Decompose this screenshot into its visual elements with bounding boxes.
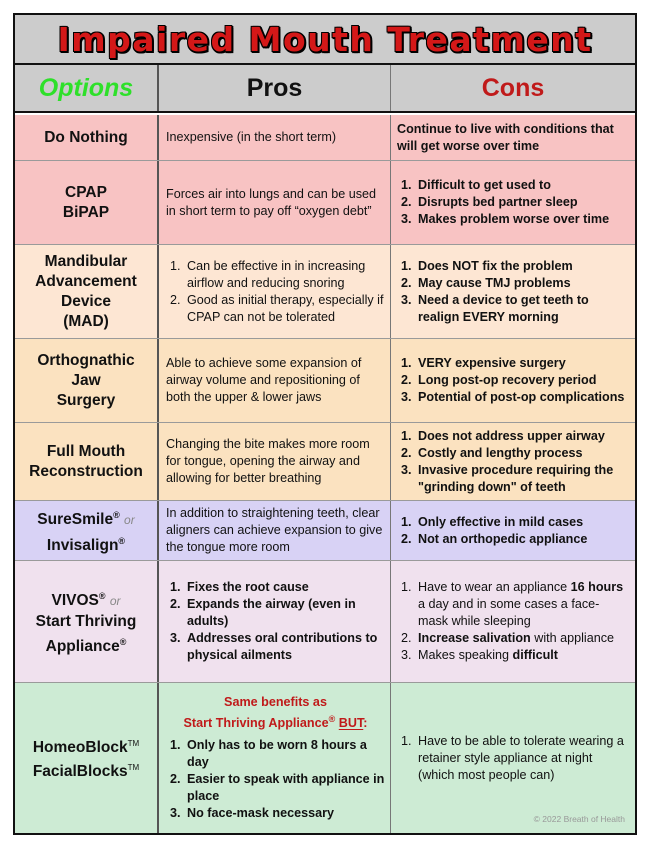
list-item: 1. VERY expensive surgery [415,355,624,372]
cons-homeoblock [391,683,635,833]
list-item: 3. Need a device to get teeth to realign EVERY morning [415,292,629,326]
list-item: 2. Easier to speak with appliance in place [184,771,385,805]
header-options: Options [15,65,159,111]
list-item: 2. Long post-op recovery period [415,372,624,389]
pros-homeoblock [159,683,391,833]
copyright-notice: © 2022 Breath of Health [533,814,625,824]
row-homeoblock [15,683,635,833]
cons-do-nothing: Continue to live with conditions that will get worse over time [397,121,614,153]
pros-homeoblock-heading: Same benefits as Start Thriving Appliance® BUT: [183,695,368,731]
chart-title: Impaired Mouth Treatment [57,19,593,59]
row-do-nothing [15,115,635,161]
option-do-nothing: Do Nothing [15,115,159,160]
list-item: 3. Makes speaking difficult [415,647,629,664]
row-suresmile [15,501,635,561]
cons-mad [391,245,635,338]
list-item: 2. Costly and lengthy process [415,445,629,462]
list-item: 2. Not an orthopedic appliance [415,531,587,548]
cons-full-mouth [391,423,635,500]
option-full-mouth: Full Mouth Reconstruction [15,423,159,500]
option-homeoblock: HomeoBlock™ FacialBlocks™ [15,683,159,833]
option-orthognathic: Orthognathic Jaw Surgery [15,339,159,422]
list-item: 1. Does not address upper airway [415,428,629,445]
pros-do-nothing: Inexpensive (in the short term) [159,115,391,160]
option-suresmile: SureSmile® or Invisalign® [15,501,159,560]
pros-suresmile: In addition to straightening teeth, clear aligners can achieve expansion to give the tongue more room [159,501,391,560]
row-mad [15,245,635,339]
list-item: 2. Good as initial therapy, especially if CPAP can not be tolerated [184,292,385,326]
list-item: 3. No face-mask necessary [184,805,385,822]
list-item: 3. Potential of post-op complications [415,389,624,406]
chart-title-bar [15,15,635,65]
list-item: 1. Only effective in mild cases [415,514,587,531]
header-pros: Pros [159,65,391,111]
list-item: 1. Have to be able to tolerate wearing a retainer style appliance at night (which most people can) [415,733,629,784]
pros-mad [159,245,391,338]
option-cpap: CPAP BiPAP [15,161,159,244]
option-mad: Mandibular Advancement Device (MAD) [15,245,159,338]
list-item: 2. Increase salivation with appliance [415,630,629,647]
list-item: 3. Invasive procedure requiring the "grinding down" of teeth [415,462,629,496]
pros-vivos [159,561,391,682]
cons-cpap [391,161,635,244]
row-full-mouth [15,423,635,501]
header-cons: Cons [481,73,545,102]
list-item: 1. Difficult to get used to [415,177,609,194]
cons-orthognathic [391,339,635,422]
list-item: 2. Expands the airway (even in adults) [184,596,385,630]
treatment-chart [13,13,637,835]
list-item: 3. Makes problem worse over time [415,211,609,228]
row-vivos [15,561,635,683]
list-item: 1. Can be effective in in increasing airflow and reducing snoring [184,258,385,292]
row-cpap [15,161,635,245]
row-orthognathic [15,339,635,423]
list-item: 1. Only has to be worn 8 hours a day [184,737,385,771]
list-item: 1. Fixes the root cause [184,579,385,596]
list-item: 1. Does NOT fix the problem [415,258,629,275]
list-item: 1. Have to wear an appliance 16 hours a day and in some cases a face-mask while sleeping [415,579,629,630]
option-vivos: VIVOS® or Start Thriving Appliance® [15,561,159,682]
header-row [15,65,635,113]
list-item: 2. Disrupts bed partner sleep [415,194,609,211]
list-item: 2. May cause TMJ problems [415,275,629,292]
cons-vivos [391,561,635,682]
cons-suresmile [391,501,635,560]
list-item: 3. Addresses oral contributions to physical ailments [184,630,385,664]
pros-cpap: Forces air into lungs and can be used in short term to pay off “oxygen debt” [159,161,391,244]
pros-full-mouth: Changing the bite makes more room for tongue, opening the airway and allowing for better breathing [159,423,391,500]
pros-orthognathic: Able to achieve some expansion of airway volume and repositioning of both the upper & lower jaws [159,339,391,422]
